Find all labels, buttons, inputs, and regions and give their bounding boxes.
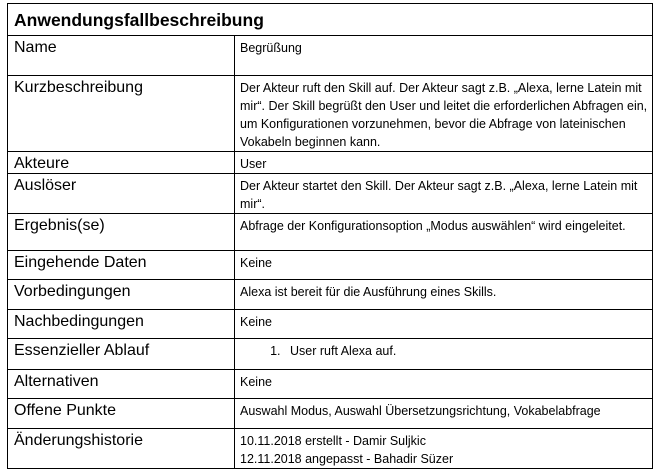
value-line: User [240, 157, 267, 171]
value-line: 10.11.2018 erstellt - Damir Suljkic [240, 434, 426, 448]
table-row-ergebnisse [8, 214, 653, 251]
value-line: 12.11.2018 angepasst - Bahadir Süzer [240, 452, 454, 466]
list-item: 1. User ruft Alexa auf. [284, 342, 648, 360]
value-line: Alexa ist bereit für die Ausführung eines Skills. [240, 285, 497, 299]
ablauf-list [240, 342, 648, 360]
value-line: Begrüßung [240, 41, 302, 55]
row-value [235, 174, 653, 214]
table-row-offene-punkte [8, 399, 653, 429]
table-row-nachbedingungen [8, 310, 653, 339]
row-label: Änderungshistorie [8, 429, 235, 469]
value-line: Auswahl Modus, Auswahl Übersetzungsrichtung, Vokabelabfrage [240, 404, 601, 418]
row-label: Essenzieller Ablauf [8, 339, 235, 370]
row-label: Name [8, 36, 235, 76]
row-value [235, 251, 653, 280]
row-label: Kurzbeschreibung [8, 76, 235, 152]
value-line: Der Akteur ruft den Skill auf. Der Akteur sagt z.B. „Alexa, lerne Latein mit mir“. Der Skill begrüßt den User und leitet die erforderlichen Abfragen ein, um Konfigurationen vorzunehmen, bevor die Abfrage von lateinischen Vokabeln beginnen kann. [240, 81, 648, 149]
row-label: Nachbedingungen [8, 310, 235, 339]
row-value [235, 36, 653, 76]
row-label: Offene Punkte [8, 399, 235, 429]
use-case-table [7, 3, 653, 469]
table-row-alternativen [8, 370, 653, 399]
row-label: Vorbedingungen [8, 280, 235, 310]
value-line: Der Akteur startet den Skill. Der Akteur sagt z.B. „Alexa, lerne Latein mit mir“. [240, 179, 638, 211]
value-line: Keine [240, 375, 272, 389]
table-row-akteure [8, 152, 653, 174]
row-label: Alternativen [8, 370, 235, 399]
table-row-kurzbeschreibung [8, 76, 653, 152]
table-row-eingehende-daten [8, 251, 653, 280]
row-value [235, 152, 653, 174]
table-row-name [8, 36, 653, 76]
table-row-aenderungshistorie [8, 429, 653, 469]
row-value [235, 280, 653, 310]
row-value [235, 339, 653, 370]
row-value [235, 399, 653, 429]
value-line: Keine [240, 256, 272, 270]
row-label: Ergebnis(se) [8, 214, 235, 251]
row-value [235, 370, 653, 399]
table-row-ausloeser [8, 174, 653, 214]
value-line: Keine [240, 315, 272, 329]
row-value [235, 310, 653, 339]
table-row-vorbedingungen [8, 280, 653, 310]
row-label: Akteure [8, 152, 235, 174]
value-line: Abfrage der Konfigurationsoption „Modus auswählen“ wird eingeleitet. [240, 219, 626, 233]
table-title: Anwendungsfallbeschreibung [8, 4, 653, 36]
title-row [8, 4, 653, 36]
table-row-essenzieller-ablauf [8, 339, 653, 370]
row-label: Eingehende Daten [8, 251, 235, 280]
row-value [235, 76, 653, 152]
row-label: Auslöser [8, 174, 235, 214]
row-value [235, 214, 653, 251]
row-value [235, 429, 653, 469]
